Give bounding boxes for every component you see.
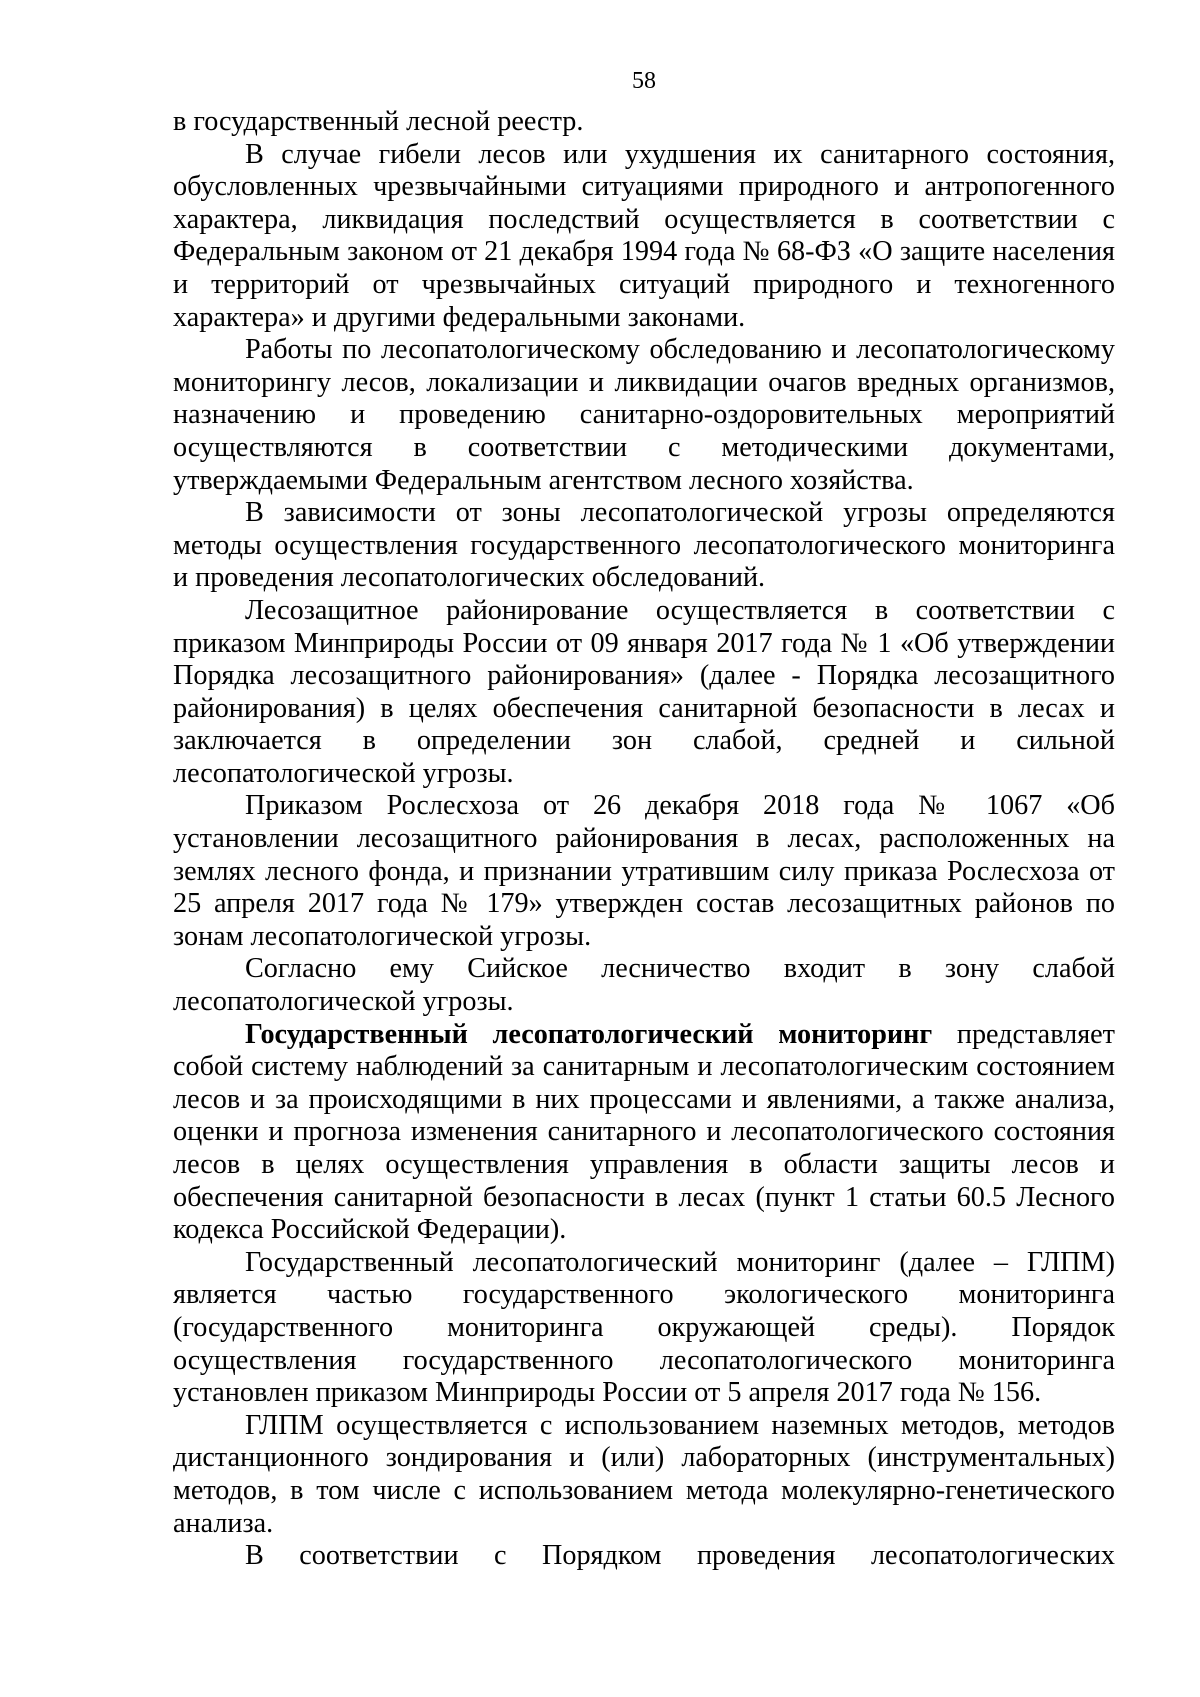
paragraph-1: в государственный лесной реестр. (173, 106, 584, 137)
paragraph-11: В соответствии с Порядком проведения лесопатологических (245, 1540, 1115, 1572)
document-page (173, 66, 1115, 1573)
paragraph-8-text: представляет собой систему наблюдений за санитарным и лесопатологическим состоянием лесов и за происходящими в них процессами и явлениями, а также анализа, оценки и прогноза изменения санитарного и лесопатологического состояния лесов в целях осуществления управления в области защиты лесов и обеспечения санитарной безопасности в лесах (пункт 1 статьи 60.5 Лесного кодекса Российской Федерации). (173, 1018, 1115, 1246)
paragraph-5: Лесозащитное районирование осуществляется в соответствии с приказом Минприроды России от 09 января 2017 года № 1 «Об утверждении Порядка лесозащитного районирования» (далее - Порядка лесозащитного районирования) в целях обеспечения санитарной безопасности в лесах и заключается в определении зон слабой, средней и сильной лесопатологической угрозы. (173, 594, 1115, 789)
paragraph-7: Согласно ему Сийское лесничество входит в зону слабой лесопатологической угрозы. (173, 953, 1115, 1018)
paragraph-4: В зависимости от зоны лесопатологической угрозы определяются методы осуществления государственного лесопатологического мониторинга и проведения лесопатологических обследований. (173, 497, 1115, 594)
paragraph-3: Работы по лесопатологическому обследованию и лесопатологическому мониторингу лесов, локализации и ликвидации очагов вредных организмов, назначению и проведению санитарно-оздоровительных мероприятий осуществляются в соответствии с методическими документами, утверждаемыми Федеральным агентством лесного хозяйства. (173, 334, 1115, 496)
paragraph-9: Государственный лесопатологический мониторинг (далее – ГЛПМ) является частью государственного экологического мониторинга (государственного мониторинга окружающей среды). Порядок осуществления государственного лесопатологического мониторинга установлен приказом Минприроды России от 5 апреля 2017 года № 156. (173, 1246, 1115, 1409)
bold-term: Государственный лесопатологический мониторинг (245, 1018, 933, 1050)
paragraph-8 (173, 1019, 1115, 1247)
page-number: 58 (632, 68, 656, 94)
paragraph-10: ГЛПМ осуществляется с использованием наземных методов, методов дистанционного зондирования и (или) лабораторных (инструментальных) методов, в том числе с использованием метода молекулярно-генетического анализа. (173, 1409, 1115, 1539)
paragraph-6: Приказом Рослесхоза от 26 декабря 2018 года № 1067 «Об установлении лесозащитного районирования в лесах, расположенных на землях лесного фонда, и признании утратившим силу приказа Рослесхоза от 25 апреля 2017 года № 179» утвержден состав лесозащитных районов по зонам лесопатологической угрозы. (173, 790, 1115, 952)
paragraph-2: В случае гибели лесов или ухудшения их санитарного состояния, обусловленных чрезвычайными ситуациями природного и антропогенного характера, ликвидация последствий осуществляется в соответствии с Федеральным законом от 21 декабря 1994 года № 68-ФЗ «О защите населения и территорий от чрезвычайных ситуаций природного и техногенного характера» и другими федеральными законами. (173, 138, 1115, 333)
